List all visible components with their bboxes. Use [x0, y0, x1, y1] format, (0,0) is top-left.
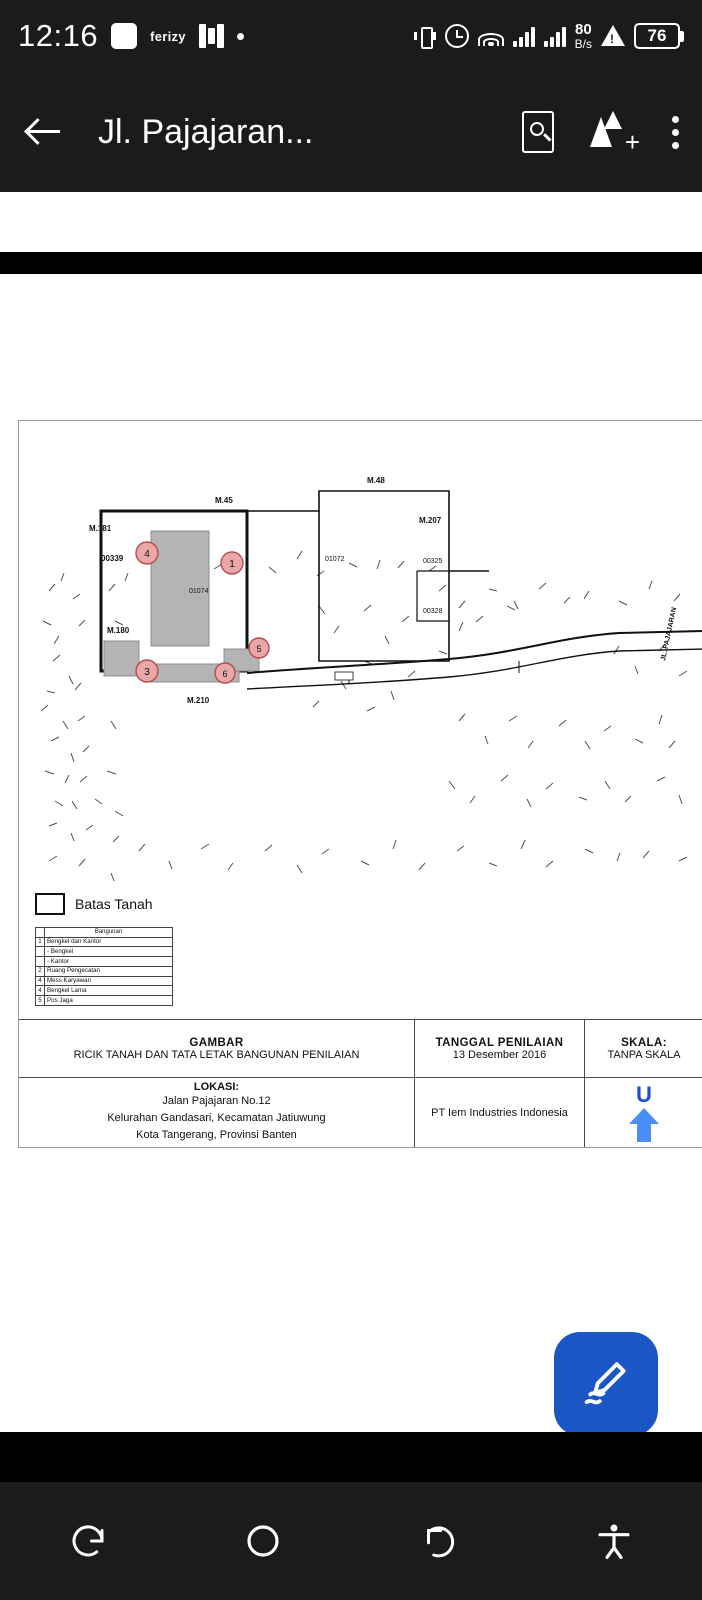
document-viewer[interactable] [0, 192, 702, 1432]
tanggal-value: 13 Desember 2016 [452, 1048, 547, 1061]
svg-text:1: 1 [229, 559, 235, 570]
gambar-header: GAMBAR [189, 1036, 244, 1049]
system-nav-bar [0, 1482, 702, 1600]
alarm-icon [445, 24, 469, 48]
lokasi-line-3: Kota Tangerang, Provinsi Banten [136, 1129, 297, 1142]
tanggal-cell [415, 1020, 585, 1077]
search-document-icon[interactable] [522, 111, 558, 153]
row-name: - Bengkel [45, 947, 173, 957]
battery-percent: 76 [647, 26, 667, 45]
add-to-drive-icon[interactable]: + [590, 111, 638, 153]
svg-text:3: 3 [144, 667, 150, 678]
svg-text:M.207: M.207 [419, 516, 442, 525]
accessibility-icon [593, 1520, 635, 1562]
title-block [19, 1019, 702, 1147]
lokasi-header: LOKASI: [193, 1080, 240, 1093]
accessibility-button[interactable] [527, 1482, 702, 1600]
table-row [36, 947, 173, 957]
app-bar-actions [522, 111, 680, 157]
row-no: 2 [36, 966, 45, 976]
client-cell [415, 1078, 585, 1147]
page-separator [0, 252, 702, 274]
row-name: Mess Karyawan [45, 976, 173, 986]
table-row [36, 976, 173, 986]
svg-text:00328: 00328 [423, 608, 443, 615]
status-bar [0, 0, 702, 72]
skala-value: TANPA SKALA [607, 1048, 681, 1061]
home-circle-icon [242, 1520, 284, 1562]
lokasi-line-1: Jalan Pajajaran No.12 [162, 1094, 271, 1107]
back-arrow-icon[interactable] [22, 109, 68, 155]
signal-icon [513, 25, 535, 47]
network-speed-unit: B/s [574, 36, 592, 51]
skala-header: SKALA: [621, 1036, 667, 1049]
row-name: Bengkel dan Kantor [45, 937, 173, 947]
north-arrow-icon [629, 1081, 659, 1142]
lokasi-line-2: Kelurahan Gandasari, Kecamatan Jatiuwung [107, 1111, 326, 1124]
app-label: ferizy [150, 28, 186, 44]
status-bar-left [18, 18, 244, 54]
svg-text:00325: 00325 [423, 558, 443, 565]
row-no: 4 [36, 976, 45, 986]
document-title: Jl. Pajajaran... [98, 112, 314, 151]
svg-text:JL. PAJAJARAN: JL. PAJAJARAN [660, 606, 679, 662]
skala-cell [585, 1020, 702, 1077]
table-row [36, 986, 173, 996]
annotate-fab[interactable] [554, 1332, 658, 1436]
network-speed-value: 80 [574, 20, 592, 38]
row-name: Ruang Pengecatan [45, 966, 173, 976]
svg-text:M.210: M.210 [187, 696, 210, 705]
square-icon [111, 23, 137, 49]
building-table-header: Bangunan [45, 928, 173, 938]
network-speed [575, 22, 592, 50]
page-edge-top [0, 192, 702, 252]
recents-icon [67, 1520, 109, 1562]
gambar-cell [19, 1020, 415, 1077]
status-bar-right [414, 22, 684, 50]
row-no [36, 957, 45, 967]
svg-text:5: 5 [256, 644, 262, 654]
row-name: Bengkel Lama [45, 986, 173, 996]
legend-label: Batas Tanah [75, 896, 153, 912]
home-button[interactable] [176, 1482, 352, 1600]
more-options-icon[interactable] [670, 111, 680, 153]
row-name: - Kantor [45, 957, 173, 967]
svg-text:M.45: M.45 [215, 496, 233, 505]
table-row [36, 996, 173, 1006]
row-no: 5 [36, 996, 45, 1006]
row-no [36, 947, 45, 957]
row-no: 1 [36, 937, 45, 947]
warning-icon [601, 25, 625, 47]
wifi-icon [478, 26, 504, 46]
svg-text:M.181: M.181 [89, 524, 112, 533]
row-name: Pos Jaga [45, 996, 173, 1006]
north-label: U [636, 1081, 652, 1107]
legend-swatch-icon [35, 893, 65, 915]
svg-text:4: 4 [144, 549, 150, 560]
svg-text:M.180: M.180 [107, 626, 130, 635]
svg-text:6: 6 [222, 669, 228, 679]
svg-text:01074: 01074 [189, 588, 209, 595]
recents-button[interactable] [0, 1482, 176, 1600]
gambar-value: RICIK TANAH DAN TATA LETAK BANGUNAN PENILAIAN [73, 1048, 360, 1061]
signal-icon-2 [544, 25, 566, 47]
table-row [36, 937, 173, 947]
svg-text:00339: 00339 [101, 554, 124, 563]
back-icon [418, 1520, 460, 1562]
row-no: 4 [36, 986, 45, 996]
table-header-row [36, 928, 173, 938]
vibrate-icon [414, 23, 436, 49]
legend [35, 893, 185, 915]
pen-squiggle-icon [577, 1355, 635, 1413]
app-bar [0, 72, 702, 192]
back-button[interactable] [351, 1482, 527, 1600]
drawing-sheet[interactable] [18, 420, 702, 1148]
tanggal-header: TANGGAL PENILAIAN [435, 1036, 564, 1049]
battery-icon [634, 23, 684, 49]
site-plan-drawing [19, 421, 702, 901]
svg-text:01072: 01072 [325, 556, 345, 563]
client-value: PT Iem Industries Indonesia [431, 1106, 568, 1119]
building-table [35, 927, 173, 1006]
dot-icon [237, 33, 244, 40]
table-row [36, 966, 173, 976]
north-arrow-cell [585, 1078, 702, 1147]
table-row [36, 957, 173, 967]
bottom-black-strip [0, 1432, 702, 1482]
svg-text:M.48: M.48 [367, 476, 385, 485]
status-clock: 12:16 [18, 18, 99, 53]
lokasi-cell [19, 1078, 415, 1147]
pill-icon [199, 24, 224, 48]
